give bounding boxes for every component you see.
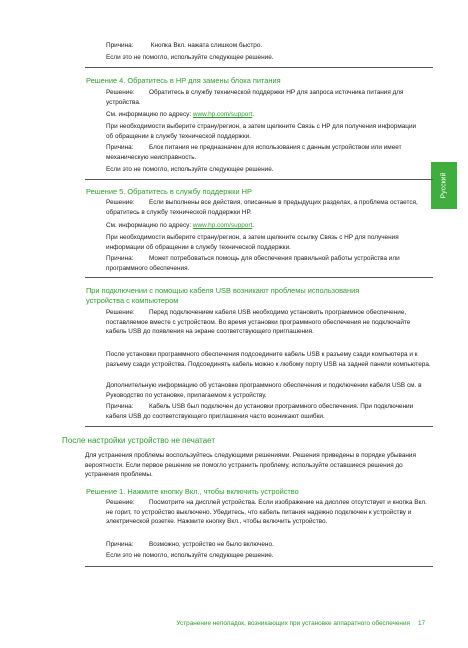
solution4-cause-label: Причина: [106,144,134,151]
solution4-region: При необходимости выберите страну/регион, а затем щелкните Связь с HP для получения информации об обращении в службу технической поддержки. [106,123,417,140]
divider [85,426,433,427]
cause-text: Кнопка Вкл. нажата слишком быстро. [150,42,263,49]
cause-line [106,41,426,51]
solution1-body: Посмотрите на дисплей устройства. Если изображение на дисплее отсутствует и кнопка Вкл. не горит, то устройство выключено. Убедитесь, что кабель питания надежно подключен к устройству и электрической розетке. Нажмите кнопку Вкл., чтобы включить устройство. [106,499,427,525]
solution5-cause [106,254,424,273]
usb-issue-para2: После установки программного обеспечения подсоедините кабель USB к разъему сзади компьютера и к разъему сзади устройства. Подсоединять кабель можно к любому порту USB на задней панели компьютера. [106,351,431,368]
solution5-url-line [106,221,424,231]
solution1-text [106,498,432,527]
divider [85,67,433,68]
solution1-cause-label: Причина: [106,541,134,548]
usb-issue-heading: При подключении с помощью кабеля USB возникают проблемы использования устройства с компьютером [86,286,360,305]
solution4-text [106,88,424,107]
solution1-cause [106,540,424,550]
language-tab [431,162,457,209]
url-prefix: См. информацию по адресу: [106,111,192,118]
divider [85,566,433,567]
solution5-body: Если выполнены все действия, описанные в предыдущих разделах, а проблема остается, обратитесь в службу технической поддержки HP. [106,199,418,216]
footer-text: Устранение неполадок, возникающих при установке аппаратного обеспечения [176,620,410,627]
url-suffix: . [252,111,255,118]
solution4-url-line [106,110,424,120]
solution1-heading: Решение 1. Нажмите кнопку Вкл., чтобы включить устройство [86,487,299,496]
solution4-fallback: Если это не помогло, используйте следующее решение. [106,166,274,173]
support-link[interactable]: www.hp.com/support [192,111,253,118]
solution5-cause-label: Причина: [106,255,134,262]
usb-issue-text [106,308,432,337]
usb-issue-para3: Дополнительную информацию об установке программного обеспечения и подключении кабеля USB см. в Руководство по установке, прилагаемом к устройству. [106,382,422,399]
solution1-label: Решение: [106,499,135,506]
url-prefix: См. информацию по адресу: [106,222,192,229]
page-number: 17 [418,620,426,627]
language-tab-label: Русский [440,172,448,199]
not-printing-heading: После настройки устройство не печатает [62,436,215,445]
usb-issue-cause [106,402,434,421]
fallback-text: Если это не помогло, используйте следующее решение. [106,54,274,61]
solution4-cause-text: Блок питания не предназначен для использования с данным устройством или имеет механическую неисправность. [106,144,402,161]
solution1-fallback: Если это не помогло, используйте следующее решение. [106,552,274,559]
solution5-label: Решение: [106,199,135,206]
usb-issue-cause-text: Кабель USB был подключен до установки программного обеспечения. При подключении кабеля USB до соответствующего приглашения часто возникают ошибки. [106,403,414,420]
solution5-heading: Решение 5. Обратитесь в службу поддержки HP [86,187,252,196]
cause-label: Причина: [106,42,134,49]
solution4-label: Решение: [106,89,135,96]
solution4-heading: Решение 4. Обратитесь в HP для замены блока питания [86,76,281,85]
divider [85,277,433,278]
solution1-cause-text: Возможно, устройство не было включено. [149,541,274,548]
url-suffix: . [252,222,255,229]
solution5-region: При необходимости выберите страну/регион, а затем щелкните ссылку Связь с HP для получения информации об обращении в службу технической поддержки. [106,234,399,251]
not-printing-intro: Для устранения проблемы воспользуйтесь следующими решениями. Решения приведены в порядке убывания вероятности. Если первое решение не помогло устранить проблему, используйте оставшиеся решения до устранения проблемы. [85,452,416,478]
divider [85,179,433,180]
solution4-body: Обратитесь в службу технической поддержки HP для запроса источника питания для устройства. [106,89,404,106]
solution5-cause-text: Может потребоваться помощь для обеспечения правильной работы устройства или программного обеспечения. [106,255,400,272]
usb-issue-cause-label: Причина: [106,403,134,410]
solution4-cause [106,143,436,162]
solution5-text [106,198,422,217]
usb-issue-label: Решение: [106,309,135,316]
support-link[interactable]: www.hp.com/support [192,222,253,229]
usb-issue-body: Перед подключением кабеля USB необходимо установить программное обеспечение, поставляемое вместе с устройством. Во время установки программного обеспечения не подключайте кабель USB до появления на экране соответствующего приглашения. [106,309,411,335]
